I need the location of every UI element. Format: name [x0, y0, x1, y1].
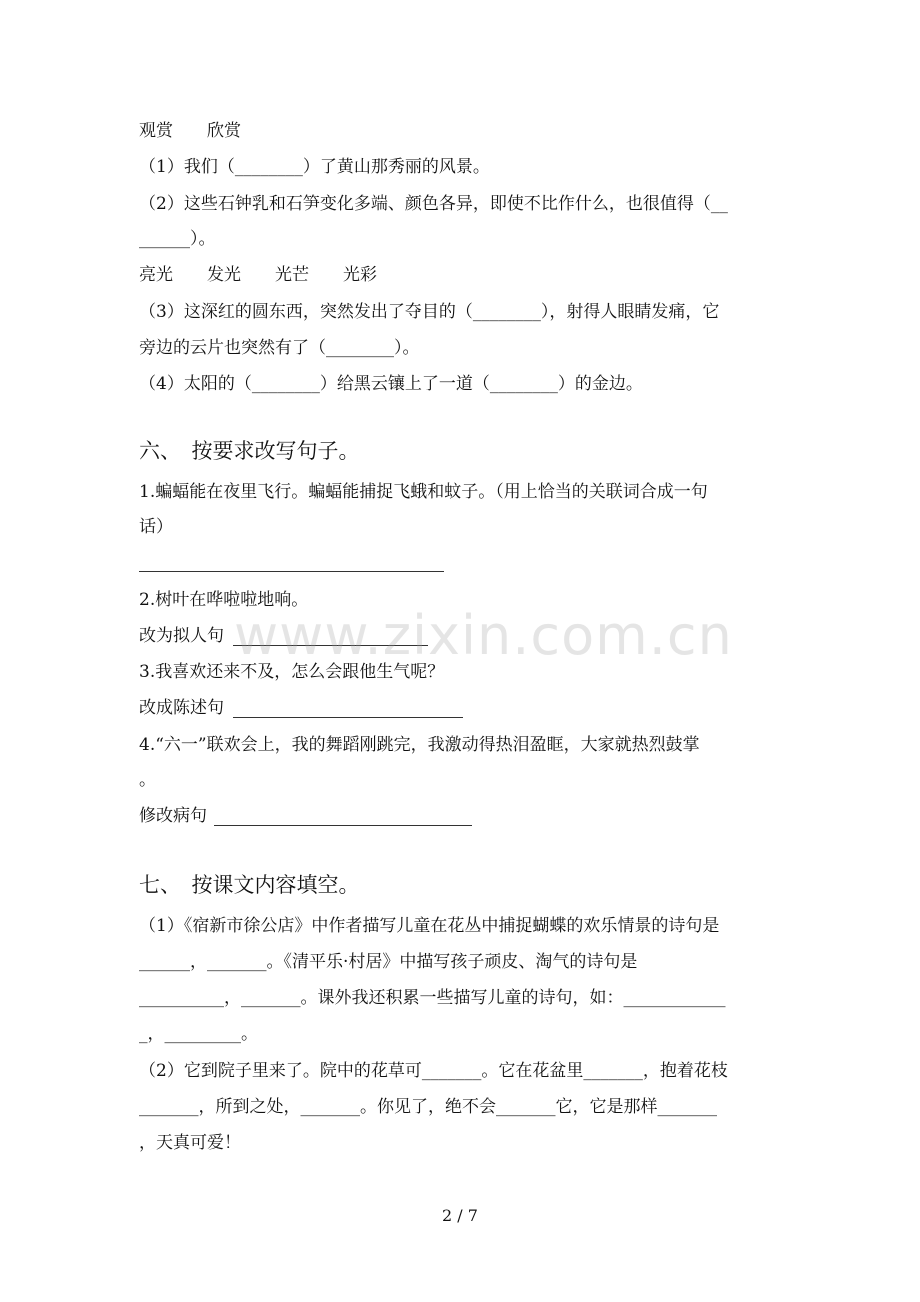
- section-7-heading: 七、 按课文内容填空。: [139, 873, 360, 897]
- question-3-line-1: （3）这深红的圆东西，突然发出了夺目的（________），射得人眼睛发痛，它: [139, 302, 720, 322]
- question-4: （4）太阳的（________）给黑云镶上了一道（________）的金边。: [139, 374, 643, 394]
- passage-1-line-1: （1）《宿新市徐公店》中作者描写儿童在花丛中捕捉蝴蝶的欢乐情景的诗句是: [139, 916, 720, 936]
- question-1: （1）我们（________）了黄山那秀丽的风景。: [139, 157, 490, 177]
- passage-2-line-1: （2）它到院子里来了。院中的花草可_______。它在花盆里_______，抱着花枝: [139, 1061, 728, 1081]
- passage-1-line-3: __________，_______。课外我还积累一些描写儿童的诗句，如：____________: [139, 988, 726, 1008]
- item-4-line-2: 。: [139, 770, 156, 790]
- question-3-line-2: 旁边的云片也突然有了（________）。: [139, 338, 420, 358]
- section-6-heading: 六、 按要求改写句子。: [139, 439, 360, 463]
- item-3-prompt: 改成陈述句: [139, 698, 224, 718]
- item-2-prompt: 改为拟人句: [139, 626, 224, 646]
- passage-2-line-2: _______，所到之处，_______。你见了，绝不会_______它，它是那样_______: [139, 1097, 717, 1117]
- passage-1-line-2: ______，_______。《清平乐·村居》中描写孩子顽皮、淘气的诗句是: [139, 952, 638, 972]
- question-2-line-1: （2）这些石钟乳和石笋变化多端、颜色各异，即使不比作什么，也很值得（__: [139, 194, 728, 214]
- item-4-prompt: 修改病句: [139, 806, 207, 826]
- passage-2-line-3: ，天真可爱！: [139, 1133, 241, 1153]
- item-4-line-1: 4.“六一”联欢会上，我的舞蹈刚跳完，我激动得热泪盈眶，大家就热烈鼓掌: [139, 735, 700, 755]
- item-4-answer-line: [214, 825, 472, 826]
- watermark: www.zixin.com.cn: [234, 604, 733, 667]
- page-number: 2 / 7: [442, 1206, 478, 1225]
- word-options-2: 亮光 发光 光芒 光彩: [139, 265, 377, 285]
- item-3-answer-line: [233, 717, 463, 718]
- item-1-line-1: 1.蝙蝠能在夜里飞行。蝙蝠能捕捉飞蛾和蚊子。（用上恰当的关联词合成一句: [139, 482, 708, 502]
- word-options-1: 观赏 欣赏: [139, 121, 241, 141]
- item-1-answer-line: [139, 571, 444, 572]
- passage-1-line-4: _，_________。: [139, 1024, 258, 1044]
- item-3: 3.我喜欢还来不及，怎么会跟他生气呢？: [139, 662, 445, 682]
- item-1-line-2: 话）: [139, 517, 173, 537]
- question-2-line-2: ______）。: [139, 229, 216, 249]
- item-2: 2.树叶在哗啦啦地响。: [139, 590, 309, 610]
